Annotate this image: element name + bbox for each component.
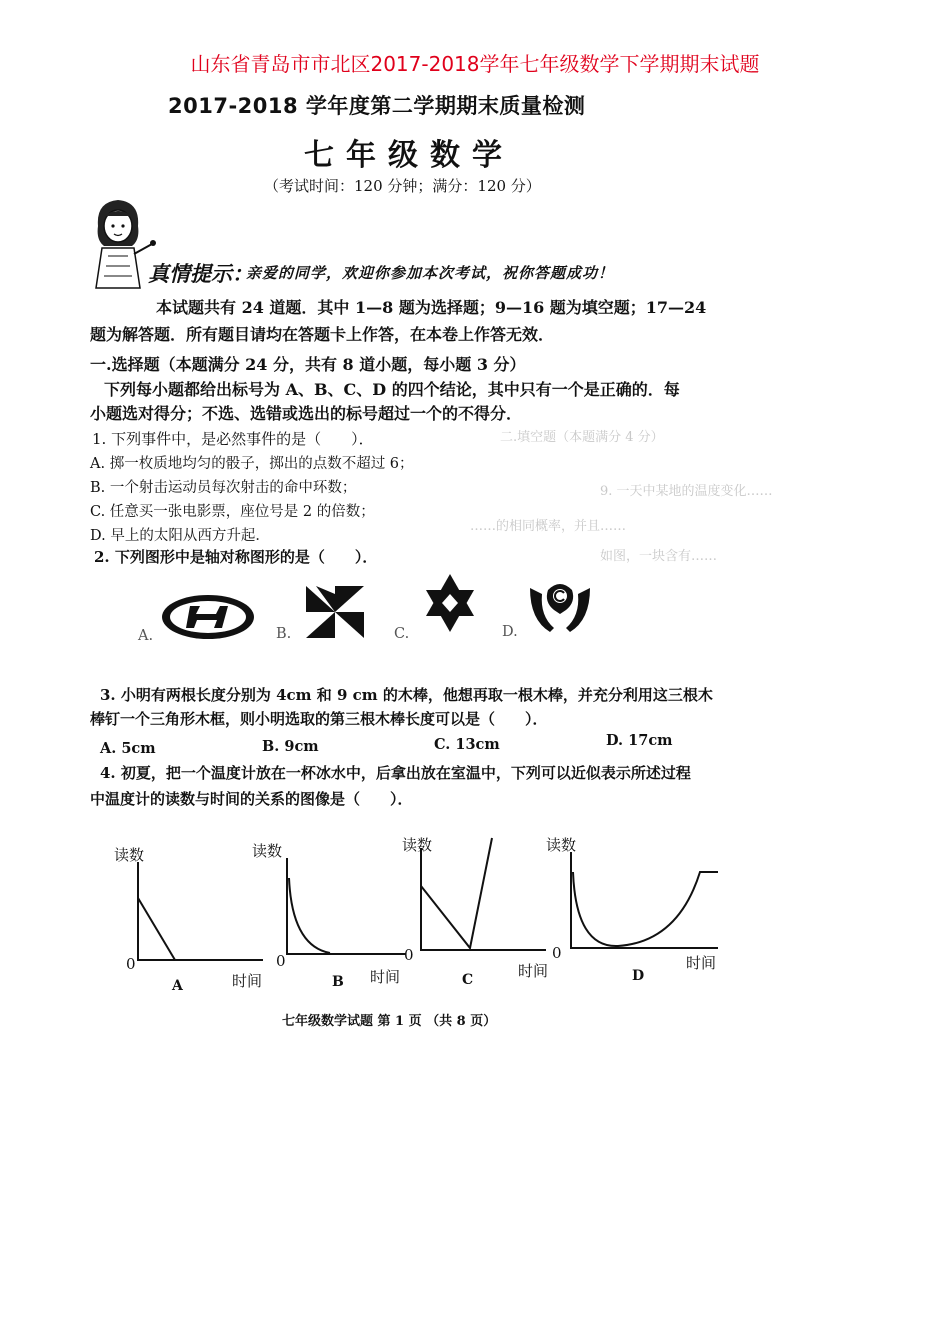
graph-d-ylabel: 读数 [546,836,577,854]
bank-logo-icon [528,580,592,636]
graph-c [418,838,548,954]
q3-option-c: C. 13cm [434,736,500,753]
q1-option-c: C. 任意买一张电影票，座位号是 2 的倍数； [90,504,375,520]
q2-label-b: B. [276,626,292,642]
exam-subject: 七年级数学 [304,138,514,173]
hyundai-logo-icon [160,592,256,642]
page-footer: 七年级数学试题 第 1 页 （共 8 页） [282,1014,497,1029]
intro-line-1: 本试题共有 24 道题．其中 1—8 题为选择题；9—16 题为填空题；17—24 [156,298,707,317]
graph-a-ylabel: 读数 [114,846,145,864]
bleed-text-3: ……的相同概率，并且…… [470,519,627,534]
section1-desc-2: 小题选对得分；不选、选错或选出的标号超过一个的不得分． [90,404,523,423]
page-title: 山东省青岛市市北区2017-2018学年七年级数学下学期期末试题 [190,52,760,76]
graph-c-ylabel: 读数 [402,836,433,854]
pinwheel-shape-icon [306,586,364,638]
graph-a-caption: A [172,978,183,994]
graph-a [135,862,265,964]
q3-stem-1: 3. 小明有两根长度分别为 4cm 和 9 cm 的木棒，他想再取一根木棒，并充分利用这三根木 [100,686,713,704]
graph-b [284,858,408,960]
star-of-david-icon [424,574,476,632]
exam-heading: 2017-2018 学年度第二学期期末质量检测 [168,94,586,118]
q1-option-b: B. 一个射击运动员每次射击的命中环数； [90,480,357,496]
graph-b-caption: B [332,974,344,990]
bleed-text-2: 9. 一天中某地的温度变化…… [600,484,773,499]
graph-d-xlabel: 时间 [686,954,717,972]
q4-stem-2: 中温度计的读数与时间的关系的图像是（ ）． [90,790,413,808]
bleed-text-1: 二.填空题（本题满分 4 分） [500,430,664,445]
q2-label-d: D. [502,624,518,640]
graph-b-origin: 0 [276,952,286,970]
graph-c-xlabel: 时间 [518,962,549,980]
graph-c-origin: 0 [404,946,414,964]
q3-stem-2: 棒钉一个三角形木框，则小明选取的第三根木棒长度可以是（ ）． [90,710,548,728]
q3-option-b: B. 9cm [262,738,319,755]
q2-label-c: C. [394,626,410,642]
q3-option-d: D. 17cm [606,732,673,749]
intro-line-2: 题为解答题．所有题目请均在答题卡上作答，在本卷上作答无效． [90,325,555,344]
graph-d-caption: D [632,968,645,984]
tip-label: 真情提示： [148,261,253,286]
graph-b-xlabel: 时间 [370,968,401,986]
graph-b-ylabel: 读数 [252,842,283,860]
q1-option-d: D. 早上的太阳从西方升起． [90,528,270,544]
q1-option-a: A. 掷一枚质地均匀的骰子，掷出的点数不超过 6； [90,456,414,472]
section1-desc-1: 下列每小题都给出标号为 A、B、C、D 的四个结论，其中只有一个是正确的．每 [104,380,680,399]
q2-label-a: A. [138,628,154,644]
graph-c-caption: C [462,972,474,988]
q4-stem-1: 4. 初夏，把一个温度计放在一杯冰水中，后拿出放在室温中，下列可以近似表示所述过程 [100,764,691,782]
section1-title: 一.选择题（本题满分 24 分，共有 8 道小题，每小题 3 分） [90,355,526,374]
q1-stem: 1. 下列事件中，是必然事件的是（ ）． [92,430,374,448]
q3-option-a: A. 5cm [100,740,156,757]
tip-text: 亲爱的同学，欢迎你参加本次考试，祝你答题成功！ [246,264,615,282]
graph-d-origin: 0 [552,944,562,962]
q2-stem: 2. 下列图形中是轴对称图形的是（ ）． [94,548,378,566]
exam-info: （考试时间：120 分钟；满分：120 分） [264,177,541,195]
graph-a-origin: 0 [126,955,136,973]
bleed-text-4: 如图，一块含有…… [600,549,718,564]
teacher-cartoon-icon [78,196,158,291]
graph-d [568,852,720,952]
graph-a-xlabel: 时间 [232,972,263,990]
